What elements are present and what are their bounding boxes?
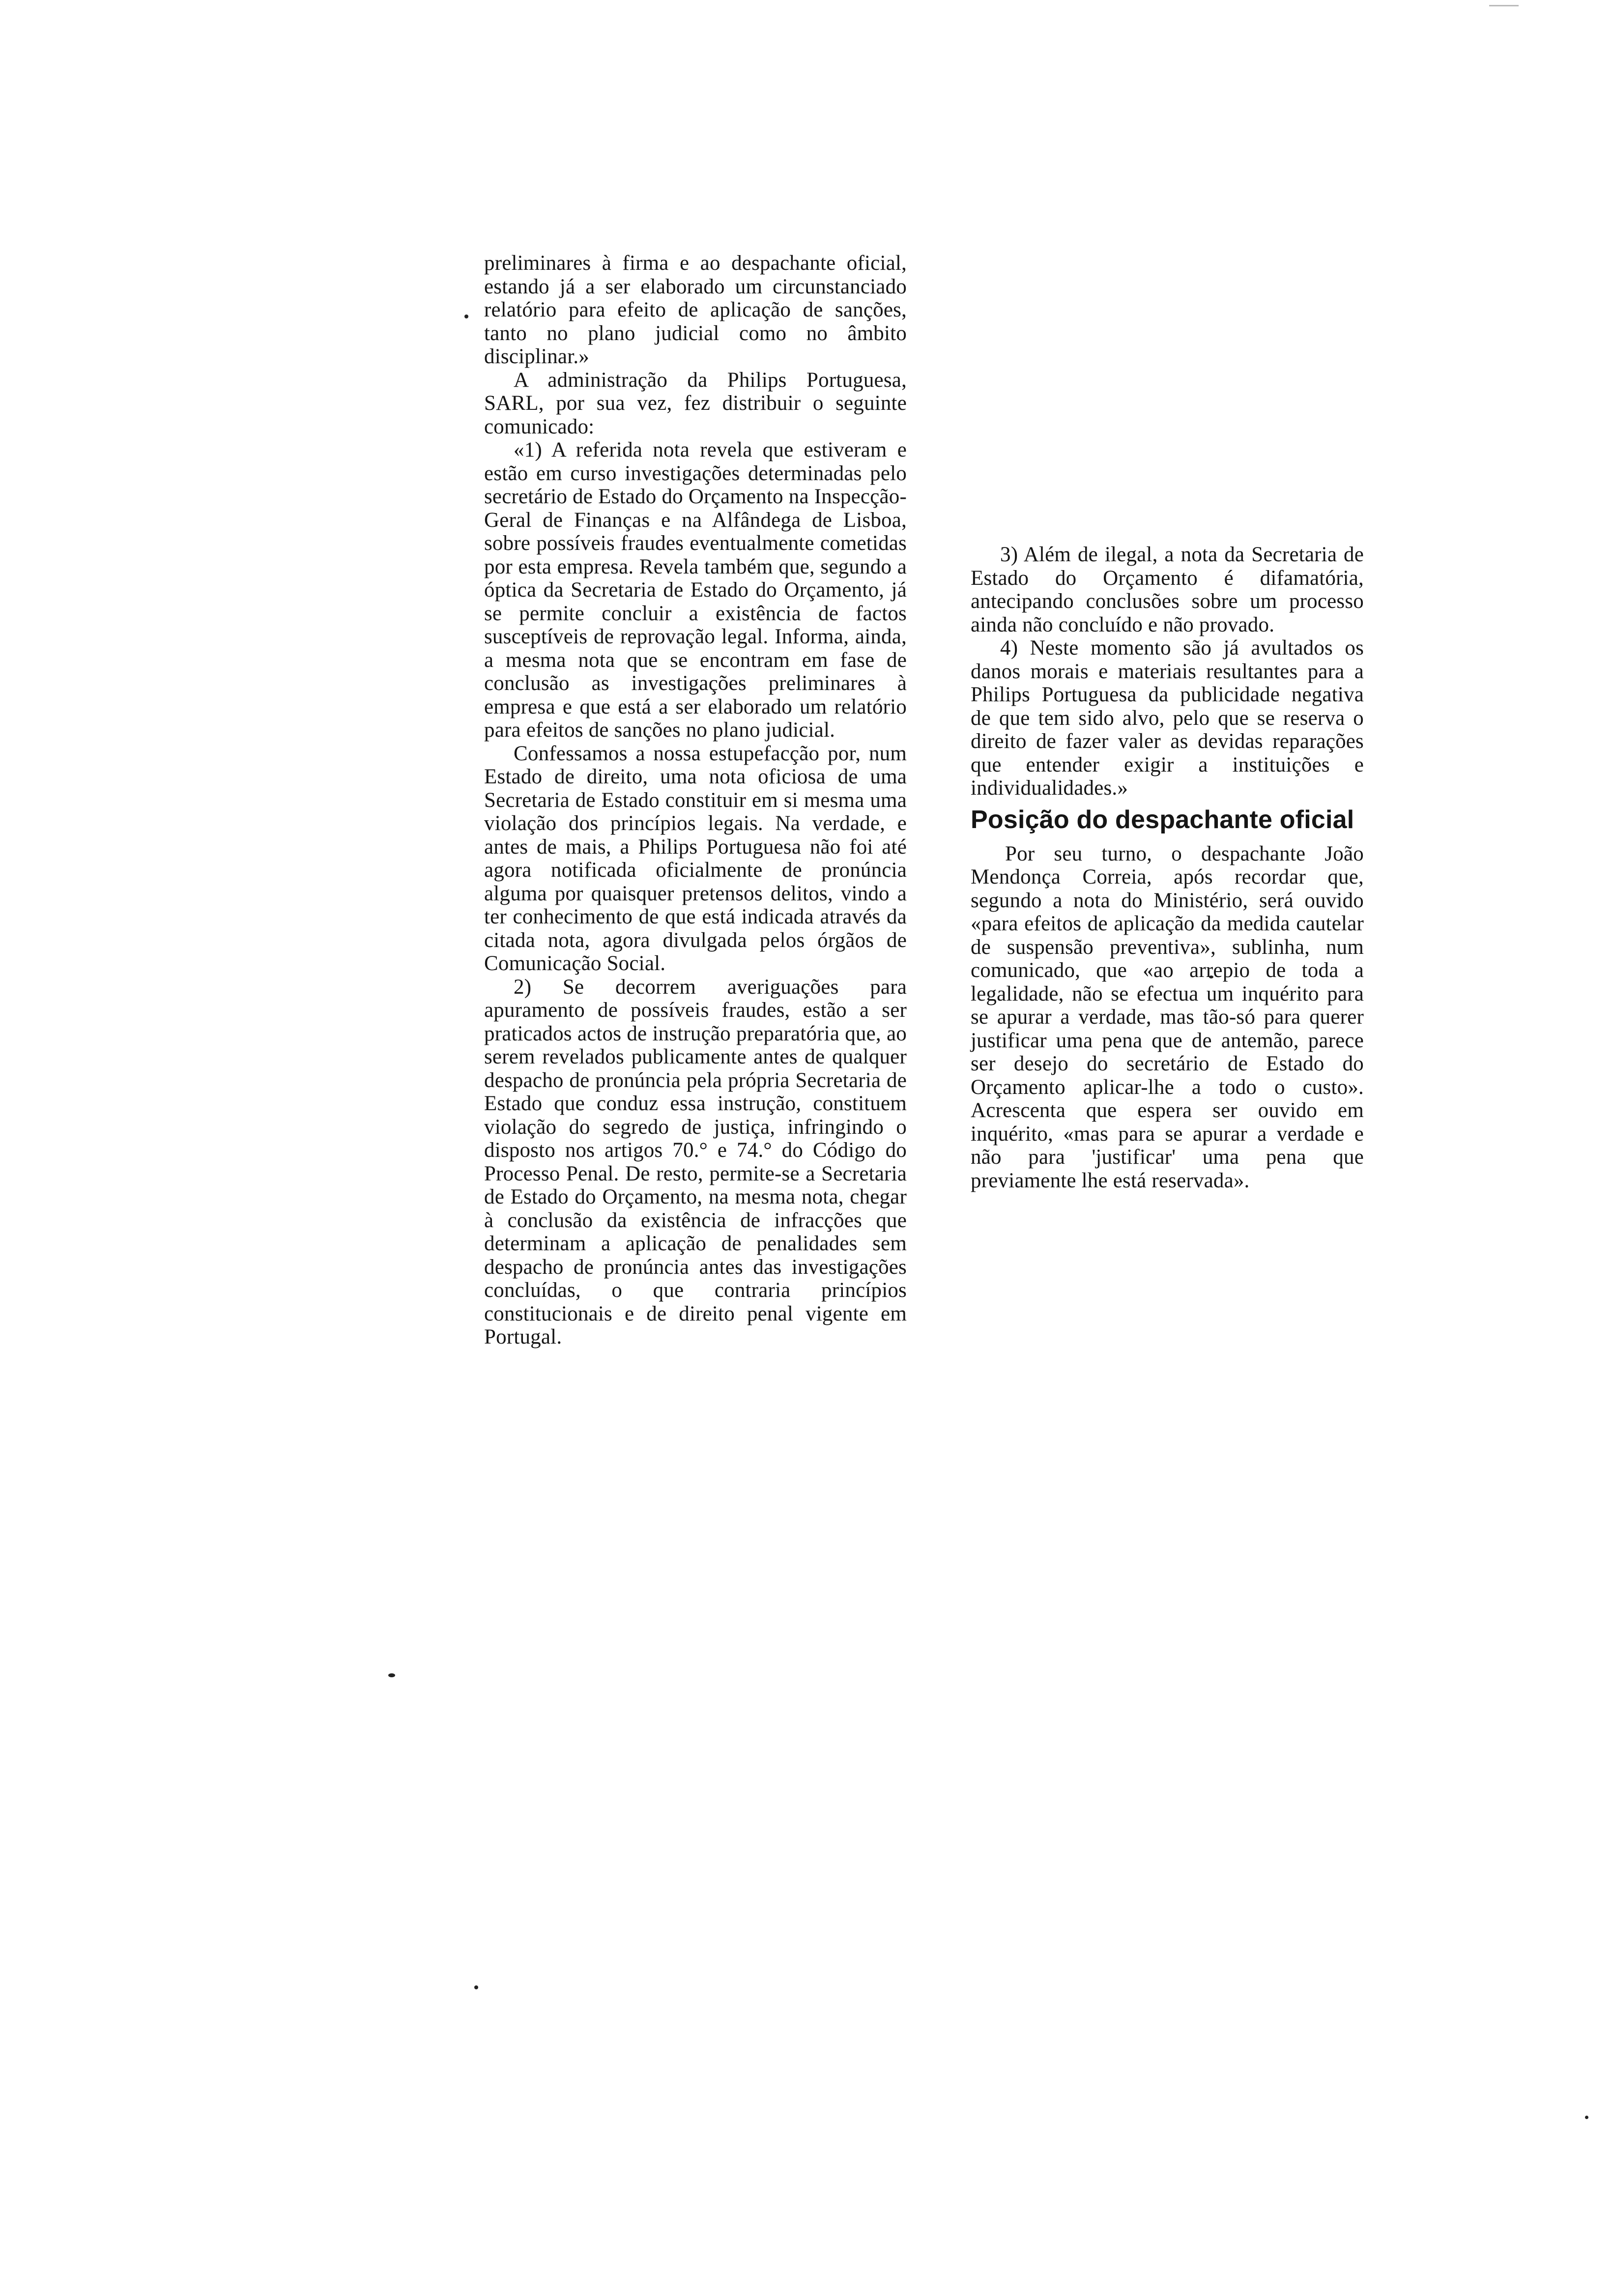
paragraph-point-1: «1) A referida nota revela que estiveram e estão em curso investigações determinadas pelo secretário de Estado do Orçamento na Inspecção-Geral de Finanças e na Alfândega de Lisboa, sobre possíveis fraudes eventualmente cometidas por esta empresa. Revela também que, segundo a óptica da Secretaria de Estado do Orçamento, já se permite concluir a existência de factos susceptíveis de reprovação legal. Informa, ainda, a mesma nota que se encontram em fase de conclusão as investigações preliminares à empresa e que está a ser elaborado um relatório para efeitos de sanções no plano judicial. bbox=[484, 438, 907, 742]
paragraph-point-3: 3) Além de ilegal, a nota da Secretaria de Estado do Orçamento é difamatória, antecipando conclusões sobre um processo ainda não concluído e não provado. bbox=[971, 543, 1364, 636]
paragraph-confessamos: Confessamos a nossa estupefacção por, num Estado de direito, uma nota oficiosa de uma Secretaria de Estado constituir em si mesma uma violação dos princípios legais. Na verdade, e antes de mais, a Philips Portuguesa não foi até agora notificada oficialmente de pronúncia alguma por quaisquer pretensos delitos, vindo a ter conhecimento de que está indicada através da citada nota, agora divulgada pelos órgãos de Comunicação Social. bbox=[484, 742, 907, 975]
paragraph-preliminares: preliminares à firma e ao despachante oficial, estando já a ser elaborado um circunstanciado relatório para efeito de aplicação de sanções, tanto no plano judicial como no âmbito disciplinar.» bbox=[484, 252, 907, 368]
paragraph-point-4: 4) Neste momento são já avultados os danos morais e materiais resultantes para a Philips Portuguesa da publicidade negativa de que tem sido alvo, pelo que se reserva o direito de fazer valer as devidas reparações que entender exigir a instituições e individualidades.» bbox=[971, 636, 1364, 800]
article-left-column bbox=[484, 252, 907, 1349]
paragraph-despachante: Por seu turno, o despachante João Mendonça Correia, após recordar que, segundo a nota do Ministério, será ouvido «para efeitos de aplicação da medida cautelar de suspensão preventiva», sublinha, num comunicado, que «ao arrepio de toda a legalidade, não se efectua um inquérito para se apurar a verdade, mas tão-só para querer justificar uma pena que de antemão, parece ser desejo do secretário de Estado do Orçamento aplicar-lhe a todo o custo». Acrescenta que espera ser ouvido em inquérito, «mas para se apurar a verdade e não para 'justificar' uma pena que previamente lhe está reservada». bbox=[971, 842, 1364, 1192]
article-right-column bbox=[971, 543, 1364, 1192]
scan-speck bbox=[474, 1985, 478, 1989]
paragraph-point-2: 2) Se decorrem averiguações para apuramento de possíveis fraudes, estão a ser praticados actos de instrução preparatória que, ao serem revelados publicamente antes de qualquer despacho de pronúncia pela própria Secretaria de Estado que conduz essa instrução, constituem violação do segredo de justiça, infringindo o disposto nos artigos 70.° e 74.° do Código do Processo Penal. De resto, permite-se a Secretaria de Estado do Orçamento, na mesma nota, chegar à conclusão da existência de infracções que determinam a aplicação de penalidades sem despacho de pronúncia antes das investigações concluídas, o que contraria princípios constitucionais e de direito penal vigente em Portugal. bbox=[484, 975, 907, 1349]
scan-speck bbox=[1489, 5, 1519, 6]
scan-speck bbox=[1585, 2116, 1588, 2119]
scan-speck bbox=[388, 1673, 395, 1677]
scan-speck bbox=[464, 315, 468, 318]
paragraph-administracao: A administração da Philips Portuguesa, SARL, por sua vez, fez distribuir o seguinte comunicado: bbox=[484, 368, 907, 438]
section-subheading: Posição do despachante oficial bbox=[971, 805, 1354, 834]
